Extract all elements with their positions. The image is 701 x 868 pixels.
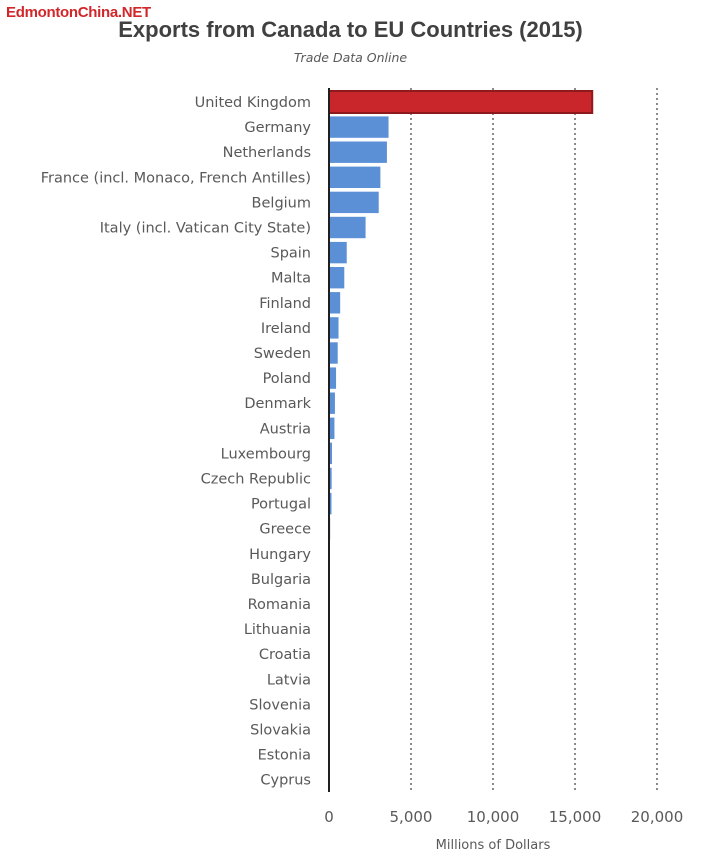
x-tick-label-2: 10,000	[466, 808, 520, 826]
x-tick-label-0: 0	[324, 808, 334, 826]
bar-2	[329, 141, 387, 163]
x-axis-title: Millions of Dollars	[435, 838, 551, 853]
category-label-1: Germany	[244, 120, 311, 137]
category-label-15: Czech Republic	[200, 471, 311, 488]
category-label-14: Luxembourg	[220, 446, 311, 463]
category-label-6: Spain	[270, 245, 311, 262]
category-label-4: Belgium	[251, 195, 311, 212]
bar-0	[329, 91, 592, 113]
x-tick-label-4: 20,000	[630, 808, 684, 826]
bar-1	[329, 116, 389, 138]
category-label-22: Croatia	[258, 647, 311, 664]
watermark: EdmontonChina.NET	[6, 4, 151, 21]
category-label-11: Poland	[262, 371, 311, 388]
bar-4	[329, 191, 379, 213]
x-tick-label-3: 15,000	[548, 808, 602, 826]
bar-11	[329, 367, 336, 389]
chart-title: Exports from Canada to EU Countries (2015)	[118, 17, 583, 42]
category-label-12: Denmark	[244, 396, 311, 413]
category-label-24: Slovenia	[249, 697, 311, 714]
category-label-20: Romania	[247, 597, 311, 613]
category-label-25: Slovakia	[250, 722, 311, 739]
bar-3	[329, 166, 381, 188]
category-label-9: Ireland	[260, 320, 311, 337]
category-label-21: Lithuania	[243, 622, 311, 639]
category-label-5: Italy (incl. Vatican City State)	[99, 220, 311, 237]
category-label-17: Greece	[259, 521, 311, 538]
bar-7	[329, 267, 345, 289]
category-label-8: Finland	[259, 295, 311, 312]
category-label-19: Bulgaria	[250, 571, 311, 588]
category-label-7: Malta	[271, 270, 311, 287]
category-label-27: Cyprus	[260, 772, 311, 789]
category-label-18: Hungary	[249, 546, 311, 563]
x-tick-label-1: 5,000	[389, 808, 433, 826]
bar-8	[329, 292, 340, 314]
category-label-23: Latvia	[266, 672, 311, 689]
category-label-2: Netherlands	[222, 145, 311, 162]
category-label-16: Portugal	[250, 496, 311, 513]
category-label-13: Austria	[259, 421, 311, 438]
bar-5	[329, 217, 366, 239]
category-label-10: Sweden	[253, 346, 311, 362]
category-label-26: Estonia	[257, 747, 311, 764]
bar-9	[329, 317, 339, 339]
bar-10	[329, 342, 338, 364]
bar-6	[329, 242, 347, 264]
category-label-0: United Kingdom	[194, 95, 311, 111]
chart-subtitle: Trade Data Online	[293, 50, 408, 65]
category-label-3: France (incl. Monaco, French Antilles)	[40, 170, 311, 187]
